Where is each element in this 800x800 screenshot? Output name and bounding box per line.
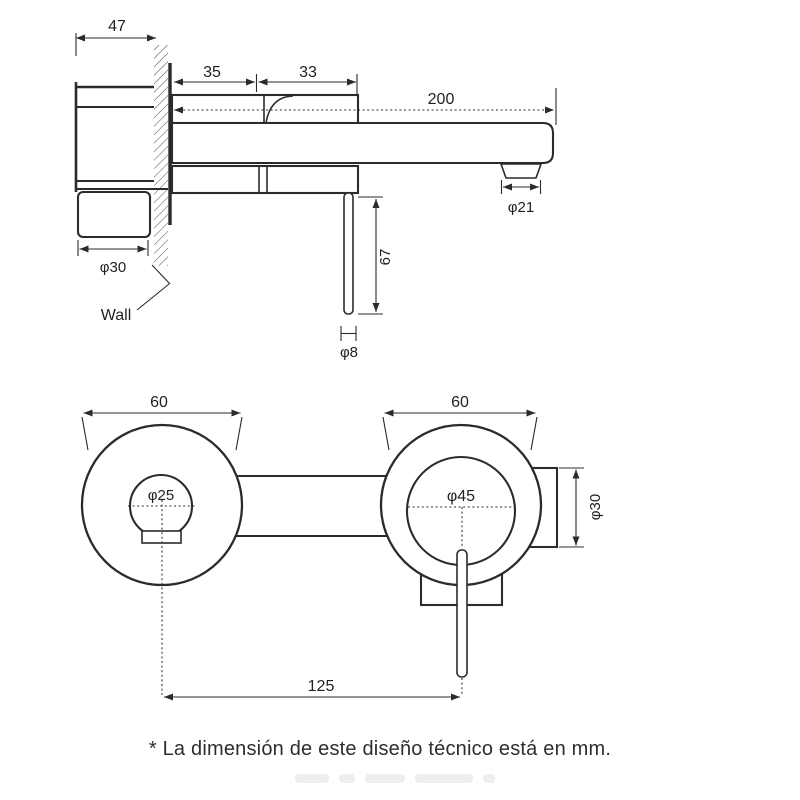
extension-line (82, 417, 88, 450)
wall-callout (101, 284, 169, 324)
dim-inlet-diameter (78, 240, 148, 276)
dim-47-label: 47 (108, 18, 126, 35)
right-trim-circle (407, 457, 515, 565)
dim-125-label: 125 (307, 678, 335, 695)
dim-cartridge-width (259, 64, 358, 95)
faint-blob (295, 774, 329, 783)
dim-handle-drop (358, 197, 394, 314)
dim-phi45-label: φ45 (446, 488, 476, 505)
dim-wall-depth (76, 18, 156, 56)
spout-tube (172, 123, 553, 163)
front-view (82, 394, 604, 697)
faint-blob (483, 774, 495, 783)
dim-body-to-cartridge (174, 64, 257, 92)
dim-67-label: 67 (377, 248, 394, 266)
dim-center-spacing (164, 678, 460, 697)
faint-blob (415, 774, 473, 783)
dim-phi30-side-label: φ30 (99, 259, 127, 276)
dim-35-label: 35 (203, 64, 221, 81)
faint-blob (339, 774, 355, 783)
mixer-body-side (172, 95, 553, 314)
cropped-faint-text (295, 774, 495, 786)
faint-blob (365, 774, 405, 783)
handle-rod-side (344, 193, 353, 314)
lower-housing (172, 166, 358, 193)
dim-aerator-diameter (502, 180, 541, 216)
dim-phi8-label: φ8 (339, 344, 359, 361)
dim-200-label: 200 (427, 91, 455, 108)
side-view (76, 18, 556, 361)
dim-60-left-label: 60 (150, 394, 168, 411)
handle-rod-front (457, 550, 467, 677)
units-footnote: * La dimensión de este diseño técnico está en mm. (148, 738, 612, 760)
dim-60-right-label: 60 (451, 394, 469, 411)
aerator (501, 164, 541, 178)
extension-line (383, 417, 389, 450)
upper-housing (172, 95, 358, 123)
dim-33-label: 33 (299, 64, 317, 81)
dim-phi21-label: φ21 (507, 199, 535, 216)
extension-line (236, 417, 242, 450)
wall-label: Wall (100, 307, 132, 324)
dim-handle-rod-diameter (340, 326, 358, 361)
inlet-connector-body (78, 192, 150, 237)
extension-line (531, 417, 537, 450)
wall-hatching (154, 45, 168, 266)
leader-line (137, 284, 169, 310)
dim-phi25-label: φ25 (147, 487, 175, 504)
dim-spout-stub-diameter (559, 468, 604, 547)
dim-phi30-front-label: φ30 (587, 493, 604, 521)
wall-break-slash (152, 265, 170, 284)
